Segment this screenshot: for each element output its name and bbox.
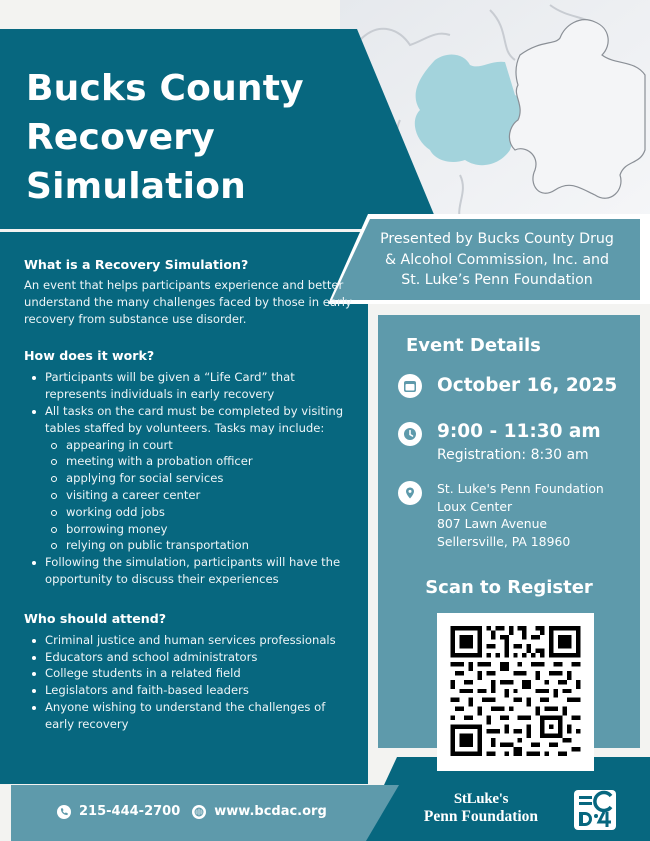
stlukes-logo-line-1: StLuke's — [453, 791, 509, 807]
location-line: 807 Lawn Avenue — [437, 516, 548, 531]
task-item: appearing in court — [45, 437, 354, 454]
section-body-what: An event that helps participants experience and better understand the many challenges faced by those in early recovery from substance use disorder. — [24, 278, 352, 326]
who-list — [24, 632, 354, 733]
list-item: College students in a related field — [24, 665, 354, 682]
page-title — [26, 64, 304, 211]
website-link[interactable]: www.bcdac.org — [214, 804, 327, 819]
bcda-logo-icon — [574, 790, 616, 830]
phone-number[interactable]: 215-444-2700 — [79, 804, 181, 819]
info-content — [24, 256, 354, 753]
task-item: working odd jobs — [45, 504, 354, 521]
title-line-1: Bucks County — [26, 68, 304, 109]
task-item: relying on public transportation — [45, 537, 354, 554]
location-line: St. Luke's Penn Foundation — [437, 481, 604, 496]
task-item: borrowing money — [45, 521, 354, 538]
list-item: Following the simulation, participants will have the opportunity to discuss their experiences — [24, 554, 354, 588]
clock-icon — [398, 422, 422, 446]
list-item-text: All tasks on the card must be completed by visiting tables staffed by volunteers. Tasks may include: — [45, 403, 344, 435]
registration-time: Registration: 8:30 am — [437, 447, 589, 463]
phone-icon — [57, 805, 71, 819]
st-lukes-penn-foundation-logo — [416, 791, 546, 826]
presented-by-text — [358, 229, 636, 291]
section-how — [24, 347, 354, 587]
list-item-with-tasks — [24, 403, 354, 554]
event-date-row — [398, 374, 617, 398]
event-location-row — [398, 480, 604, 550]
task-item: visiting a career center — [45, 487, 354, 504]
presented-line-2: & Alcohol Commission, Inc. and — [384, 251, 610, 268]
title-line-2: Recovery — [26, 117, 215, 158]
presented-line-3: St. Luke’s Penn Foundation — [401, 272, 593, 288]
tasks-list — [45, 437, 354, 555]
globe-icon — [192, 805, 206, 819]
qr-code-icon — [450, 626, 581, 756]
event-details-heading: Event Details — [406, 335, 541, 356]
scan-to-register-heading: Scan to Register — [425, 577, 593, 598]
section-heading-how: How does it work? — [24, 348, 155, 364]
title-line-3: Simulation — [26, 166, 246, 207]
list-item: Legislators and faith-based leaders — [24, 682, 354, 699]
event-time-row — [398, 420, 601, 466]
how-list — [24, 369, 354, 587]
presented-line-1: Presented by Bucks County Drug — [380, 231, 614, 247]
list-item: Participants will be given a “Life Card” that represents individuals in early recovery — [24, 369, 354, 403]
event-date: October 16, 2025 — [437, 375, 618, 396]
list-item: Anyone wishing to understand the challenges of early recovery — [24, 699, 354, 733]
map-pin-icon — [398, 481, 422, 505]
task-item: meeting with a probation officer — [45, 453, 354, 470]
location-line: Sellersville, PA 18960 — [437, 533, 571, 549]
event-time: 9:00 - 11:30 am — [437, 421, 601, 442]
section-what — [24, 256, 354, 327]
section-heading-who: Who should attend? — [24, 610, 167, 626]
list-item: Educators and school administrators — [24, 649, 354, 666]
stlukes-logo-line-2: Penn Foundation — [423, 808, 539, 825]
location-line: Loux Center — [437, 498, 513, 514]
registration-qr-code[interactable] — [437, 613, 594, 771]
section-heading-what: What is a Recovery Simulation? — [24, 257, 249, 272]
list-item: Criminal justice and human services professionals — [24, 632, 354, 649]
footer-contact — [57, 804, 327, 819]
calendar-icon — [398, 374, 422, 398]
task-item: applying for social services — [45, 470, 354, 487]
section-who — [24, 610, 354, 733]
